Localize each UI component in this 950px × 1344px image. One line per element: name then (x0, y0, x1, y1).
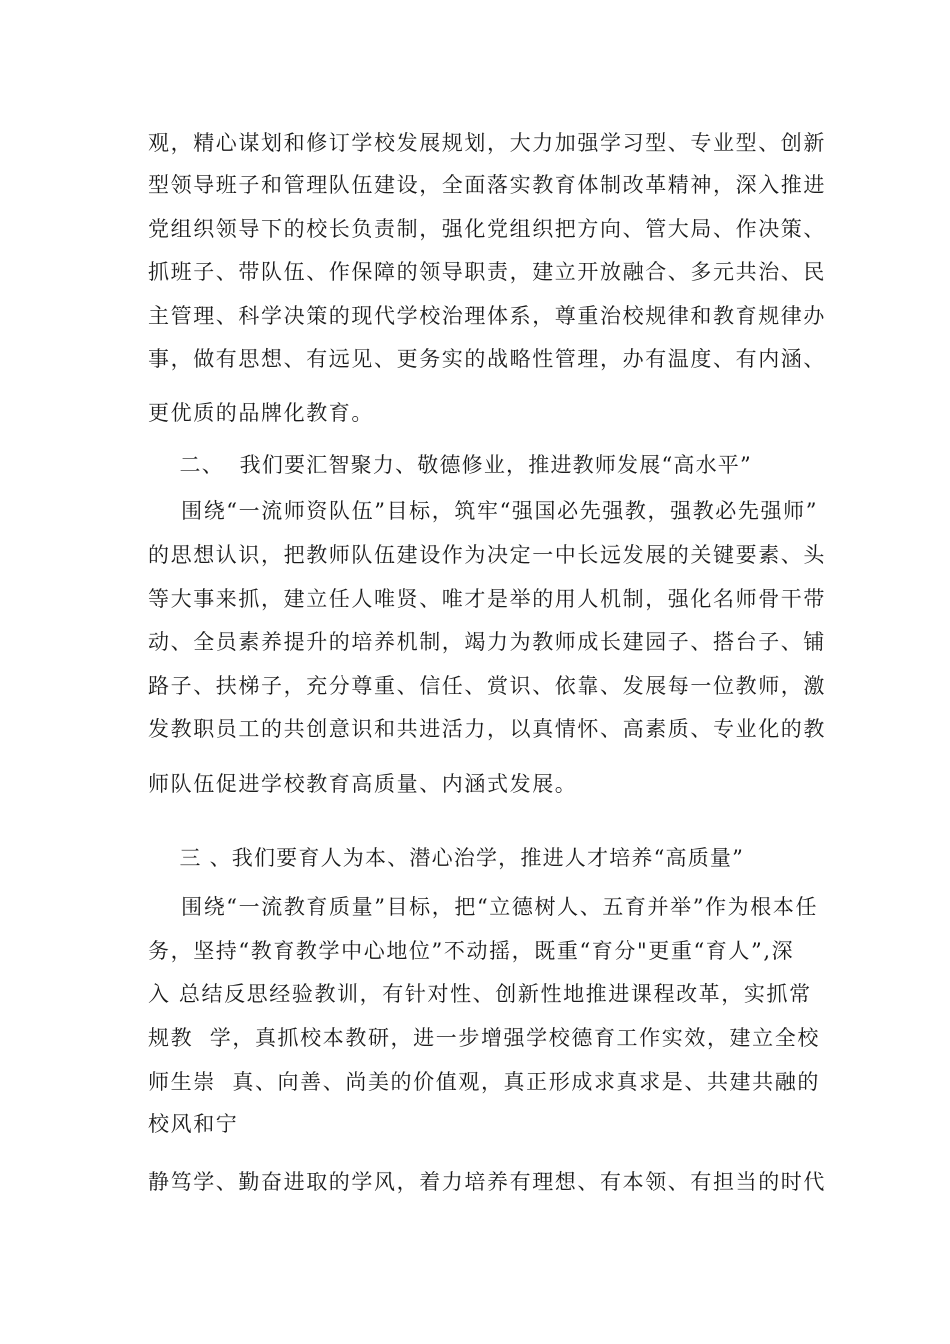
paragraph-line: 党组织领导下的校长负责制，强化党组织把方向、管大局、作决策、 (148, 217, 826, 241)
paragraph-line: 围绕“一流师资队伍”目标，筑牢“强国必先强教，强教必先强师” (148, 499, 819, 523)
paragraph-line: 的思想认识，把教师队伍建设作为决定一中长远发展的关键要素、头 (148, 543, 826, 567)
paragraph-line: 务，坚持“教育教学中心地位”不动摇，既重“育分"更重“育人”,深 (148, 939, 795, 963)
paragraph-line: 入 总结反思经验教训，有针对性、创新性地推进课程改革，实抓常 (148, 982, 812, 1006)
paragraph-line: 更优质的品牌化教育。 (148, 401, 374, 425)
paragraph-line: 围绕“一流教育质量”目标，把“立德树人、五育并举”作为根本任 (148, 895, 819, 919)
paragraph-line: 观，精心谋划和修订学校发展规划，大力加强学习型、专业型、创新 (148, 131, 826, 155)
paragraph-line: 抓班子、带队伍、作保障的领导职责，建立开放融合、多元共治、民 (148, 260, 826, 284)
paragraph-line: 等大事来抓，建立任人唯贤、唯才是举的用人机制，强化名师骨干带 (148, 587, 826, 611)
paragraph-line: 发教职员工的共创意识和共进活力，以真情怀、高素质、专业化的教 (148, 717, 826, 741)
paragraph-line: 规教 学，真抓校本教研，进一步增强学校德育工作实效，建立全校 (148, 1026, 820, 1050)
paragraph-line: 师队伍促进学校教育高质量、内涵式发展。 (148, 772, 578, 796)
paragraph-line: 型领导班子和管理队伍建设，全面落实教育体制改革精神，深入推进 (148, 173, 826, 197)
paragraph-line: 静笃学、勤奋进取的学风，着力培养有理想、有本领、有担当的时代 (148, 1170, 826, 1194)
paragraph-line: 主管理、科学决策的现代学校治理体系，尊重治校规律和教育规律办 (148, 304, 826, 328)
paragraph-line: 动、全员素养提升的培养机制，竭力为教师成长建园子、搭台子、铺 (148, 630, 826, 654)
paragraph-line: 师生崇 真、向善、尚美的价值观，真正形成求真求是、共建共融的 (148, 1070, 820, 1094)
section-heading-2: 二、 我们要汇智聚力、敬德修业，推进教师发展“高水平” (148, 453, 752, 477)
paragraph-line: 校风和宁 (148, 1112, 239, 1136)
section-heading-3: 三 、我们要育人为本、潜心治学，推进人才培养“高质量” (148, 846, 745, 870)
paragraph-line: 事，做有思想、有远见、更务实的战略性管理，办有温度、有内涵、 (148, 347, 826, 371)
paragraph-line: 路子、扶梯子，充分尊重、信任、赏识、依靠、发展每一位教师，激 (148, 674, 826, 698)
